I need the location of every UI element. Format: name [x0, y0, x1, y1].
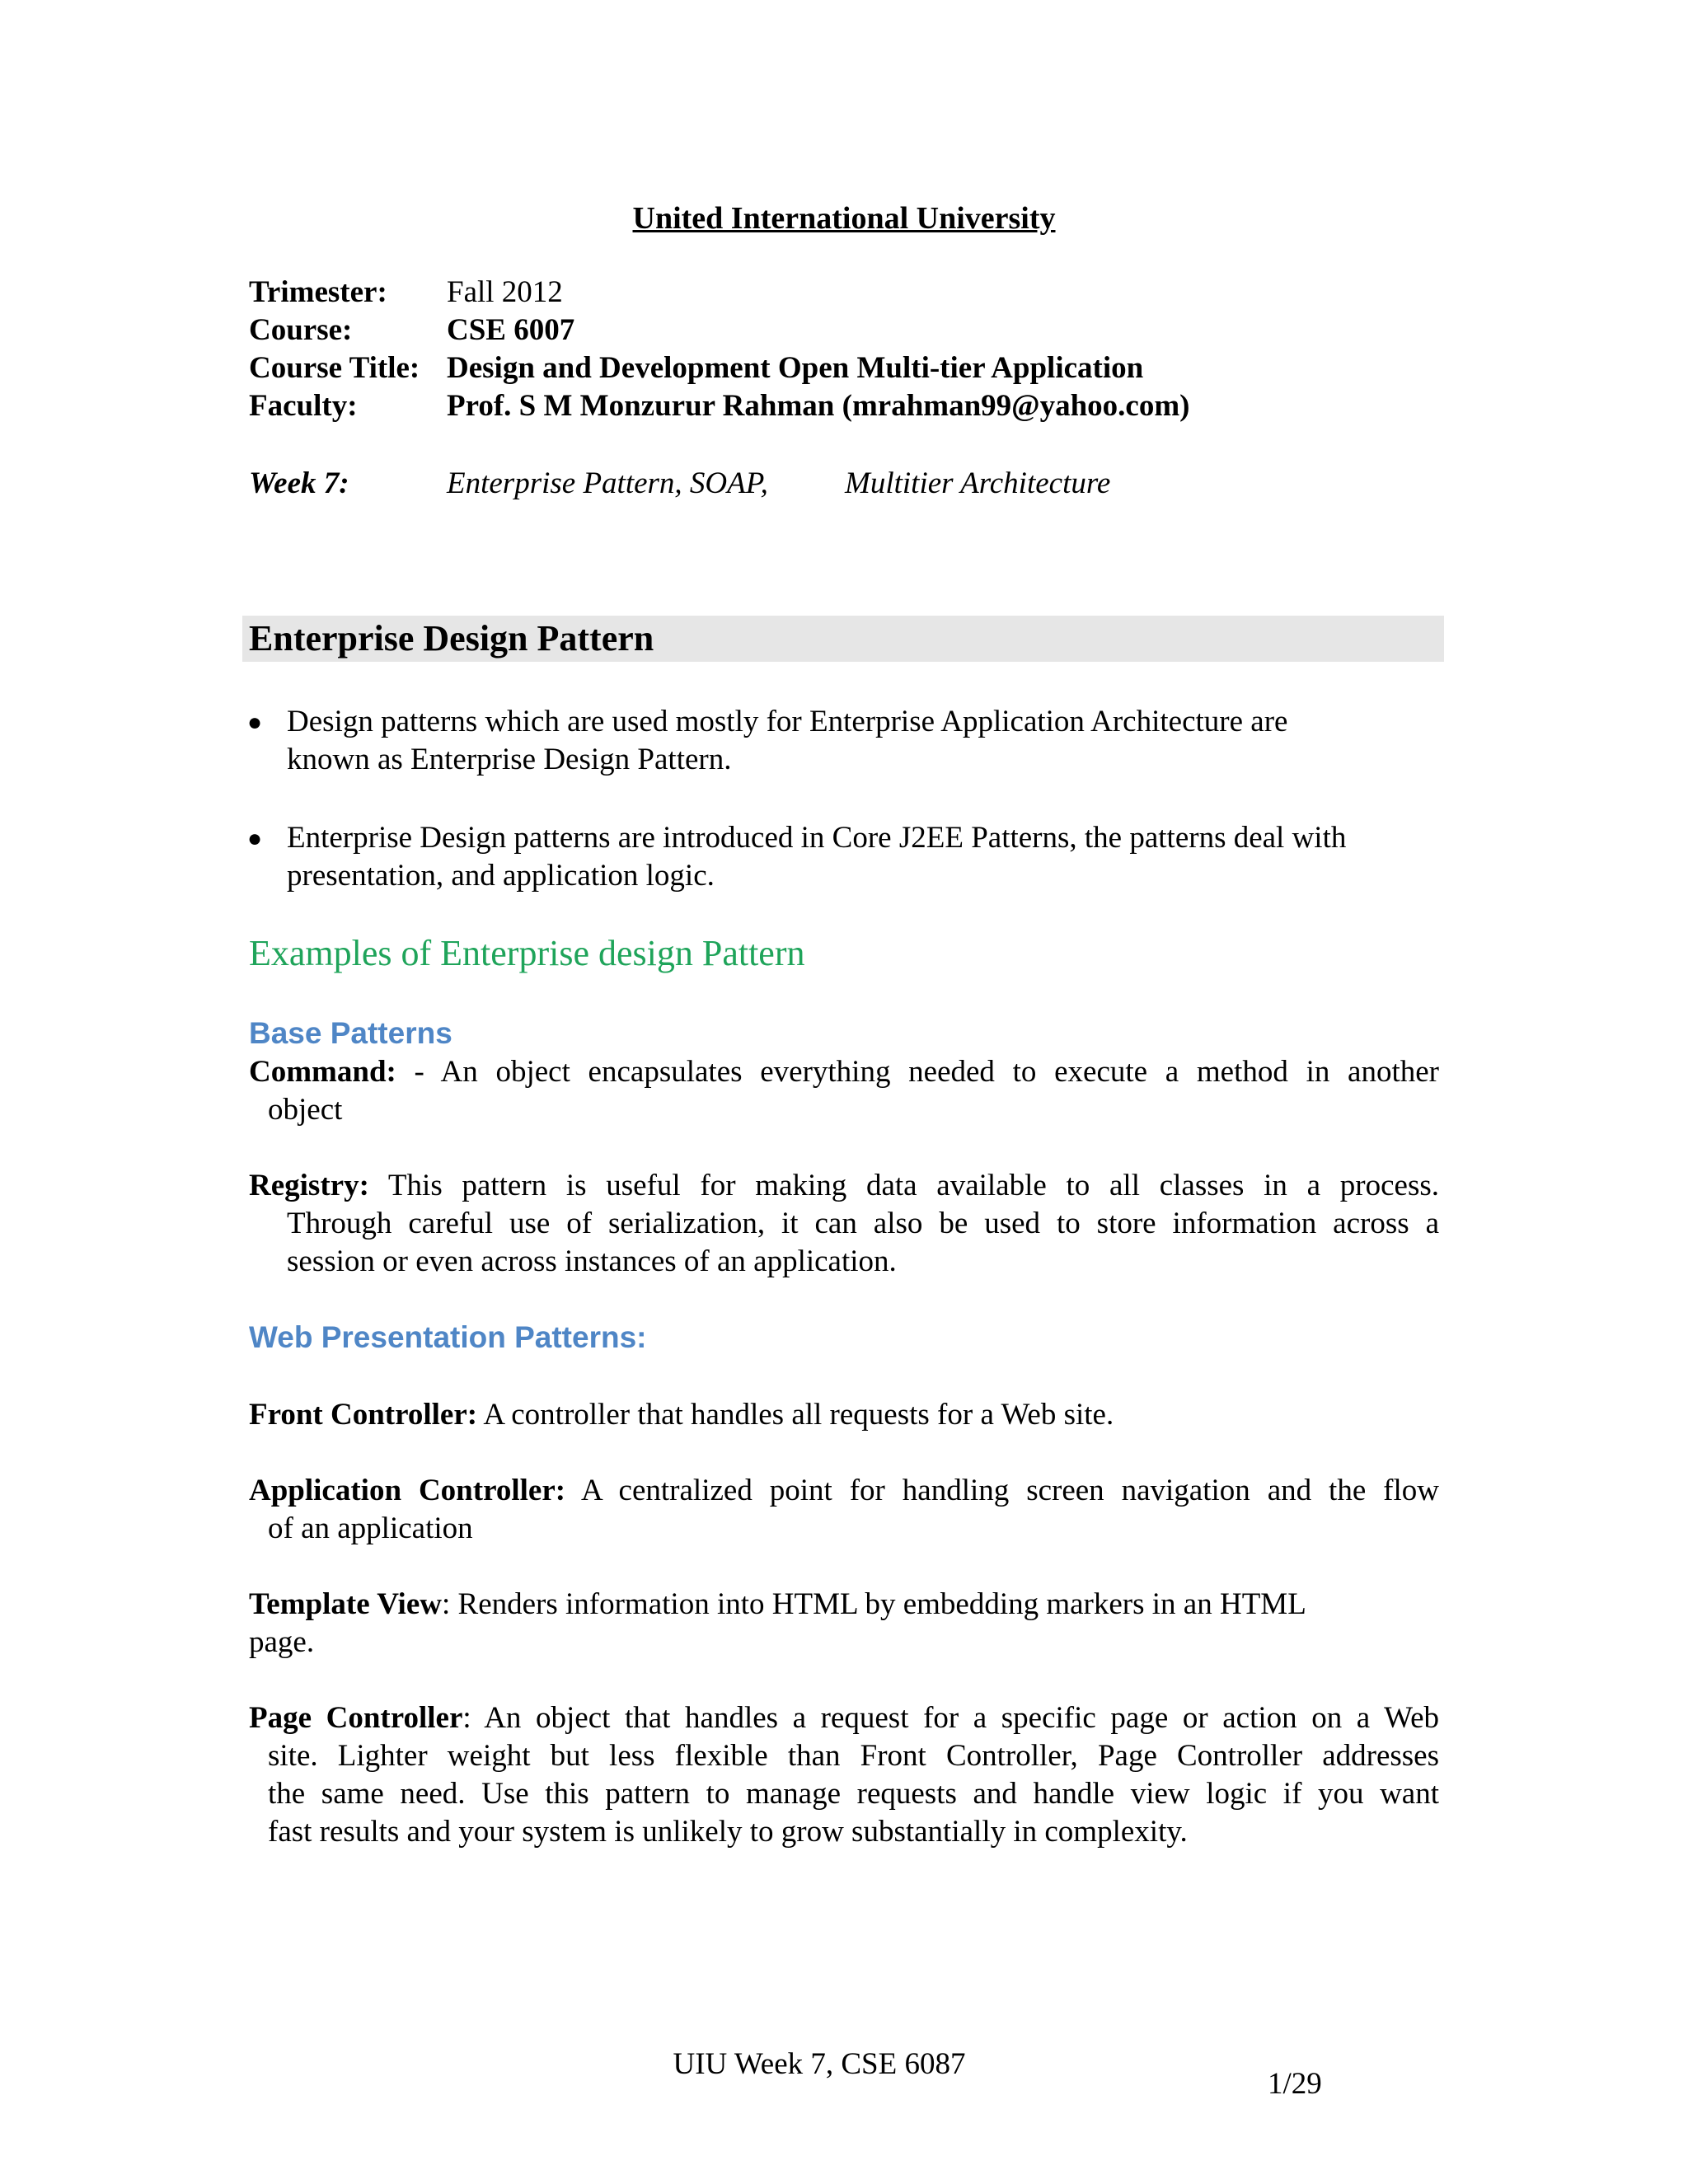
command-line-1: [249, 1053, 1439, 1091]
week-label: Week 7:: [249, 466, 349, 500]
examples-heading: Examples of Enterprise design Pattern: [249, 933, 805, 973]
faculty-label: Faculty:: [249, 389, 358, 423]
template-view-line-2: page.: [249, 1625, 315, 1659]
section-heading-bar: [242, 616, 1444, 662]
bullet-2-line-1: Enterprise Design patterns are introduced in Core J2EE Patterns, the patterns deal with: [287, 821, 1347, 855]
section-title: Enterprise Design Pattern: [249, 618, 654, 658]
registry-line-3: session or even across instances of an application.: [287, 1244, 897, 1278]
bullet-icon: ●: [247, 709, 263, 736]
application-controller-term: Application Controller:: [249, 1474, 566, 1507]
template-view-text: : Renders information into HTML by embedding markers in an HTML: [441, 1587, 1306, 1621]
trimester-label: Trimester:: [249, 275, 387, 309]
command-text: - An object encapsulates everything needed to execute a method in another: [396, 1055, 1439, 1089]
page-controller-line-4: fast results and your system is unlikely to grow substantially in complexity.: [268, 1815, 1188, 1849]
template-view-term: Template View: [249, 1587, 442, 1621]
front-controller-line: [249, 1396, 1114, 1434]
bullet-icon: ●: [247, 825, 263, 852]
course-title-label: Course Title:: [249, 351, 420, 385]
command-term: Command:: [249, 1055, 396, 1089]
course-label: Course:: [249, 313, 353, 347]
page-controller-line-3: the same need. Use this pattern to manage requests and handle view logic if you want: [268, 1777, 1439, 1811]
faculty-value: Prof. S M Monzurur Rahman (mrahman99@yahoo.com): [447, 389, 1190, 423]
trimester-value: Fall 2012: [447, 275, 563, 309]
front-controller-term: Front Controller:: [249, 1398, 478, 1432]
page-controller-term: Page Controller: [249, 1701, 463, 1735]
registry-term: Registry:: [249, 1169, 369, 1202]
bullet-1-line-2: known as Enterprise Design Pattern.: [287, 743, 732, 776]
footer-text: UIU Week 7, CSE 6087: [673, 2047, 966, 2081]
course-value: CSE 6007: [447, 313, 575, 347]
page-controller-line-1: [249, 1699, 1439, 1737]
week-topic-1: Enterprise Pattern, SOAP,: [447, 466, 768, 500]
registry-line-2: Through careful use of serialization, it can also be used to store information across a: [287, 1207, 1439, 1240]
application-controller-line-2: of an application: [268, 1511, 473, 1545]
bullet-2-line-2: presentation, and application logic.: [287, 859, 715, 893]
university-title: United International University: [632, 201, 1056, 236]
web-patterns-heading: Web Presentation Patterns:: [249, 1320, 647, 1354]
application-controller-line-1: [249, 1472, 1439, 1510]
registry-text: This pattern is useful for making data available to all classes in a process.: [368, 1169, 1439, 1202]
base-patterns-heading: Base Patterns: [249, 1016, 452, 1050]
course-title-value: Design and Development Open Multi-tier Application: [447, 351, 1144, 385]
page-number: 1/29: [1268, 2067, 1322, 2101]
template-view-line-1: [249, 1586, 1306, 1624]
command-line-2: object: [268, 1093, 343, 1127]
page-controller-line-2: site. Lighter weight but less flexible than Front Controller, Page Controller addresses: [268, 1739, 1439, 1773]
front-controller-text: A controller that handles all requests for a Web site.: [477, 1398, 1114, 1432]
bullet-1-line-1: Design patterns which are used mostly for Enterprise Application Architecture are: [287, 705, 1288, 738]
application-controller-text: A centralized point for handling screen navigation and the flow: [565, 1474, 1439, 1507]
registry-line-1: [249, 1167, 1439, 1205]
page-controller-text: : An object that handles a request for a specific page or action on a Web: [462, 1701, 1440, 1735]
week-topic-2: Multitier Architecture: [845, 466, 1111, 500]
